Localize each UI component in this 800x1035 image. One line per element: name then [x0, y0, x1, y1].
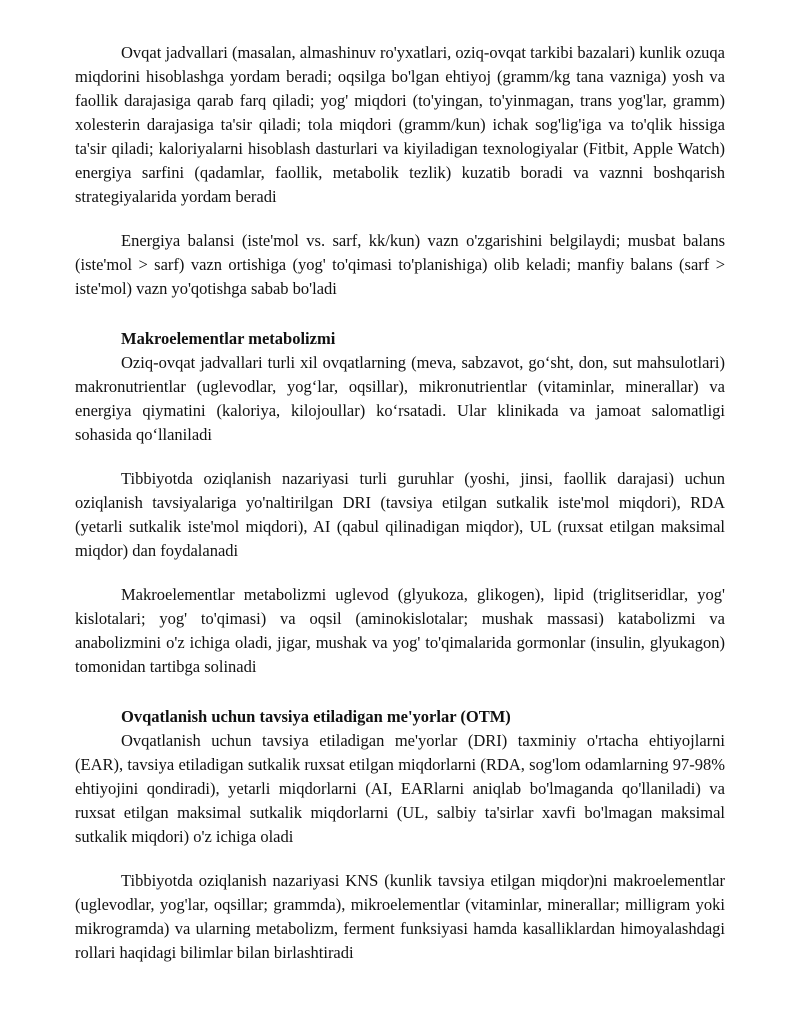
paragraph-macro-metabolism: Makroelementlar metabolizmi uglevod (glyukoza, glikogen), lipid (triglitseridlar, yog' kislotalari; yog' to'qimasi) va oqsil (aminokislotalar; mushak massasi) katabolizmi va anabolizmini o'z ichiga oladi, jigar, mushak va yog' to'qimalarida gormonlar (insulin, glyukagon) tomonidan tartibga solinadi: [75, 585, 725, 676]
section-heading-recommended-norms: Ovqatlanish uchun tavsiya etiladigan me'yorlar (OTM): [121, 707, 511, 726]
paragraph-food-composition: Oziq-ovqat jadvallari turli xil ovqatlarning (meva, sabzavot, go‘sht, don, sut mahsulotlari) makronutrientlar (uglevodlar, yog‘lar, oqsillar), mikronutrientlar (vitaminlar, minerallar) va energiya qiymatini (kaloriya, kilojoullar) ko‘rsatadi. Ular klinikada va jamoat salomatligi sohasida qo‘llaniladi: [75, 353, 725, 444]
paragraph-nutrition-theory-dri: Tibbiyotda oziqlanish nazariyasi turli guruhlar (yoshi, jinsi, faollik darajasi) uchun oziqlanish tavsiyalariga yo'naltirilgan DRI (tavsiya etilgan sutkalik iste'mol miqdori), RDA (yetarli sutkalik iste'mol miqdori), AI (qabul qilinadigan miqdor), UL (ruxsat etilgan maksimal miqdor) dan foydalanadi: [75, 469, 725, 560]
section-heading-macroelements: Makroelementlar metabolizmi: [121, 329, 336, 348]
paragraph-kns-integration: Tibbiyotda oziqlanish nazariyasi KNS (kunlik tavsiya etilgan miqdor)ni makroelementlar (uglevodlar, yog'lar, oqsillar; grammda), mikroelementlar (vitaminlar, minerallar; milligram yoki mikrogramda) va ularning metabolizm, ferment funksiyasi hamda kasalliklardan himoyalashdagi rollari haqidagi bilimlar bilan birlashtiradi: [75, 871, 725, 962]
paragraph-energy-balance: Energiya balansi (iste'mol vs. sarf, kk/kun) vazn o'zgarishini belgilaydi; musbat balans (iste'mol > sarf) vazn ortishiga (yog' to'qimasi to'planishiga) olib keladi; manfiy balans (sarf > iste'mol) vazn yo'qotishga sabab bo'ladi: [75, 231, 725, 298]
paragraph-food-tables: Ovqat jadvallari (masalan, almashinuv ro'yxatlari, oziq-ovqat tarkibi bazalari) kunlik ozuqa miqdorini hisoblashga yordam beradi; oqsilga bo'lgan ehtiyoj (gramm/kg tana vazniga) yosh va faollik darajasiga qarab farq qiladi; yog' miqdori (to'yingan, to'yinmagan, trans yog'lar, gramm) xolesterin darajasiga ta'sir qiladi; tola miqdori (gramm/kun) ichak sog'lig'iga va to'qlik hissiga ta'sir qiladi; kaloriyalarni hisoblash dasturlari va kiyiladigan texnologiyalar (Fitbit, Apple Watch) energiya sarfini (qadamlar, faollik, metabolik tezlik) kuzatib boradi va vaznni boshqarish strategiyalarida yordam beradi: [75, 43, 725, 206]
document-body: [75, 41, 725, 965]
paragraph-dri-components: Ovqatlanish uchun tavsiya etiladigan me'yorlar (DRI) taxminiy o'rtacha ehtiyojlarni (EAR), tavsiya etiladigan sutkalik ruxsat etilgan miqdorlarni (RDA, sog'lom odamlarning 97-98% ehtiyojini qondiradi), yetarli miqdorlarni (AI, EARlarni aniqlab bo'lmaganda qo'llaniladi) va ruxsat etilgan maksimal sutkalik miqdorlarni (UL, salbiy ta'sirlar xavfi bo'lmagan maksimal sutkalik miqdori) o'z ichiga oladi: [75, 731, 725, 846]
